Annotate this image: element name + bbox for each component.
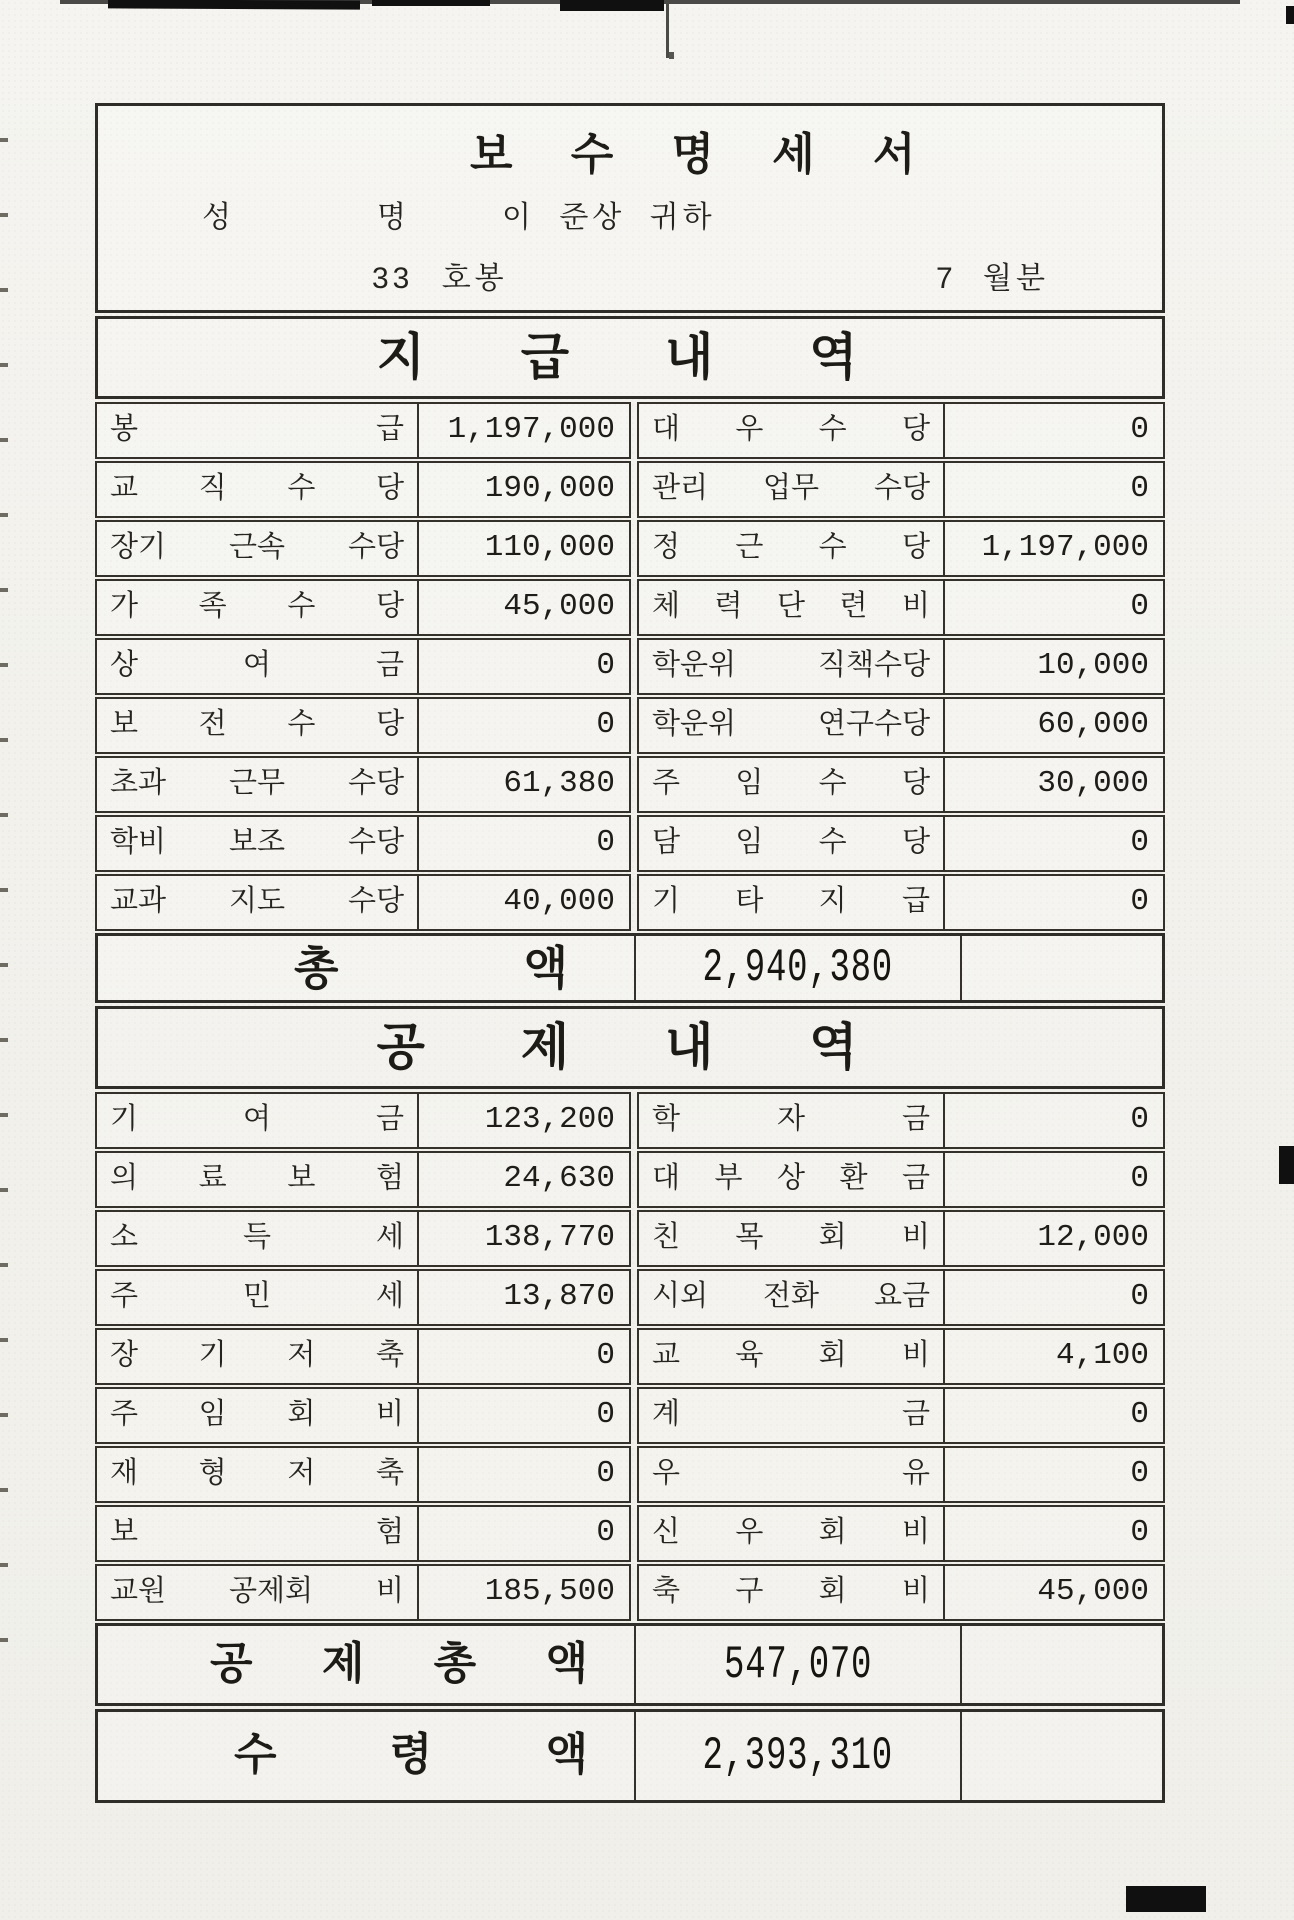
deduction-row <box>95 1151 1165 1208</box>
payment-item-label: 봉 급 <box>97 404 419 457</box>
payment-row <box>95 461 1165 518</box>
deduction-item-label: 시외 전화 요금 <box>639 1271 945 1324</box>
name-label: 성 명 <box>202 201 410 234</box>
payment-row <box>95 579 1165 636</box>
payment-item-value: 1,197,000 <box>447 412 615 447</box>
payment-row <box>95 402 1165 459</box>
payment-total-value: 2,940,380 <box>636 936 962 1000</box>
deduction-row <box>95 1505 1165 1562</box>
deduction-row <box>95 1387 1165 1444</box>
name-value: 이 준상 귀하 <box>502 201 716 234</box>
payment-item-value: 45,000 <box>503 589 615 624</box>
payment-row <box>95 756 1165 813</box>
deduction-item-label: 신 우 회 비 <box>639 1507 945 1560</box>
payment-row <box>95 815 1165 872</box>
deduction-item-label: 축 구 회 비 <box>639 1566 945 1619</box>
payment-item-label: 교 직 수 당 <box>97 463 419 516</box>
payment-item-value: 110,000 <box>484 530 615 565</box>
deduction-item-label: 교원 공제회 비 <box>97 1566 419 1619</box>
payment-item-value: 0 <box>596 648 615 683</box>
deduction-row <box>95 1328 1165 1385</box>
deduction-item-label: 보 험 <box>97 1507 419 1560</box>
payment-item-label: 대 우 수 당 <box>639 404 945 457</box>
deduction-item-value: 0 <box>1130 1397 1149 1432</box>
payment-item-value: 0 <box>596 825 615 860</box>
deduction-item-value: 0 <box>596 1515 615 1550</box>
deduction-item-label: 교 육 회 비 <box>639 1330 945 1383</box>
deduction-row <box>95 1446 1165 1503</box>
scan-mark-top-right <box>1286 6 1294 24</box>
empty-cell <box>962 1626 1162 1703</box>
deduction-item-label: 기 여 금 <box>97 1094 419 1147</box>
deduction-item-value: 13,870 <box>503 1279 615 1314</box>
deduction-item-label: 학 자 금 <box>639 1094 945 1147</box>
deduction-item-value: 0 <box>1130 1279 1149 1314</box>
salary-statement-table <box>95 103 1165 1806</box>
payment-item-label: 학운위 직책수당 <box>639 640 945 693</box>
payment-row <box>95 697 1165 754</box>
scan-mark-top-1 <box>108 0 360 10</box>
scan-mark-right-square <box>1279 1146 1294 1184</box>
payment-item-label: 상 여 금 <box>97 640 419 693</box>
deduction-item-value: 4,100 <box>1055 1338 1149 1373</box>
payment-item-value: 30,000 <box>1037 766 1149 801</box>
deduction-item-value: 0 <box>596 1456 615 1491</box>
payment-item-label: 장기 근속 수당 <box>97 522 419 575</box>
payment-item-value: 60,000 <box>1037 707 1149 742</box>
deduction-row <box>95 1210 1165 1267</box>
net-pay-value: 2,393,310 <box>636 1712 962 1800</box>
deduction-item-label: 소 득 세 <box>97 1212 419 1265</box>
payment-item-value: 0 <box>1130 884 1149 919</box>
net-pay-label: 수 령 액 <box>98 1712 636 1800</box>
payment-item-label: 초과 근무 수당 <box>97 758 419 811</box>
deduction-item-label: 친 목 회 비 <box>639 1212 945 1265</box>
deduction-item-value: 12,000 <box>1037 1220 1149 1255</box>
payment-item-value: 10,000 <box>1037 648 1149 683</box>
deduction-item-value: 0 <box>1130 1102 1149 1137</box>
net-pay-row <box>95 1709 1165 1803</box>
deduction-item-label: 의 료 보 험 <box>97 1153 419 1206</box>
payment-total-row <box>95 933 1165 1003</box>
payment-item-value: 0 <box>1130 589 1149 624</box>
deduction-item-label: 대 부 상 환 금 <box>639 1153 945 1206</box>
payment-item-value: 1,197,000 <box>981 530 1149 565</box>
deduction-total-row <box>95 1623 1165 1706</box>
deduction-item-value: 185,500 <box>484 1574 615 1609</box>
statement-header-box <box>95 103 1165 313</box>
salary-grade-value: 33 호봉 <box>372 262 508 295</box>
scan-crease-line <box>666 0 669 58</box>
payment-item-value: 61,380 <box>503 766 615 801</box>
deduction-row <box>95 1092 1165 1149</box>
payment-item-label: 관리 업무 수당 <box>639 463 945 516</box>
deduction-item-value: 123,200 <box>484 1102 615 1137</box>
deduction-item-value: 45,000 <box>1037 1574 1149 1609</box>
deduction-item-value: 24,630 <box>503 1161 615 1196</box>
payment-item-label: 보 전 수 당 <box>97 699 419 752</box>
scan-mark-top-3 <box>560 0 664 11</box>
payment-item-label: 기 타 지 급 <box>639 876 945 929</box>
scan-mark-bottom-right <box>1126 1886 1206 1912</box>
deduction-item-value: 138,770 <box>484 1220 615 1255</box>
payment-item-label: 가 족 수 당 <box>97 581 419 634</box>
deduction-item-label: 계 금 <box>639 1389 945 1442</box>
payment-item-value: 190,000 <box>484 471 615 506</box>
deduction-item-label: 주 민 세 <box>97 1271 419 1324</box>
payment-item-value: 0 <box>596 707 615 742</box>
deduction-item-value: 0 <box>1130 1161 1149 1196</box>
scan-mark-top-2 <box>372 0 490 6</box>
payment-item-label: 학운위 연구수당 <box>639 699 945 752</box>
empty-cell <box>962 1712 1162 1800</box>
deduction-row <box>95 1269 1165 1326</box>
deduction-item-label: 우 유 <box>639 1448 945 1501</box>
payment-item-value: 0 <box>1130 412 1149 447</box>
deduction-item-value: 0 <box>596 1338 615 1373</box>
payment-item-label: 주 임 수 당 <box>639 758 945 811</box>
payment-item-label: 담 임 수 당 <box>639 817 945 870</box>
deduction-item-value: 0 <box>1130 1515 1149 1550</box>
payment-item-label: 체 력 단 련 비 <box>639 581 945 634</box>
scan-crease-dot <box>669 52 674 59</box>
payment-item-value: 40,000 <box>503 884 615 919</box>
payment-item-label: 정 근 수 당 <box>639 522 945 575</box>
payment-row <box>95 874 1165 931</box>
deduction-item-label: 주 임 회 비 <box>97 1389 419 1442</box>
deduction-total-label: 공 제 총 액 <box>98 1626 636 1703</box>
payment-item-value: 0 <box>1130 471 1149 506</box>
statement-title: 보 수 명 세 서 <box>470 130 925 179</box>
payment-item-label: 학비 보조 수당 <box>97 817 419 870</box>
deduction-row <box>95 1564 1165 1621</box>
payment-item-label: 교과 지도 수당 <box>97 876 419 929</box>
empty-cell <box>962 936 1162 1000</box>
deduction-item-label: 재 형 저 축 <box>97 1448 419 1501</box>
payment-item-value: 0 <box>1130 825 1149 860</box>
deduction-item-value: 0 <box>596 1397 615 1432</box>
payment-total-label: 총 액 <box>98 936 636 1000</box>
deduction-total-value: 547,070 <box>636 1626 962 1703</box>
deduction-item-value: 0 <box>1130 1456 1149 1491</box>
deduction-section-title: 공 제 내 역 <box>95 1006 1165 1089</box>
payment-row <box>95 520 1165 577</box>
deduction-item-label: 장 기 저 축 <box>97 1330 419 1383</box>
payment-section-title: 지 급 내 역 <box>95 316 1165 399</box>
pay-month-value: 7 월분 <box>936 262 1049 295</box>
payment-row <box>95 638 1165 695</box>
